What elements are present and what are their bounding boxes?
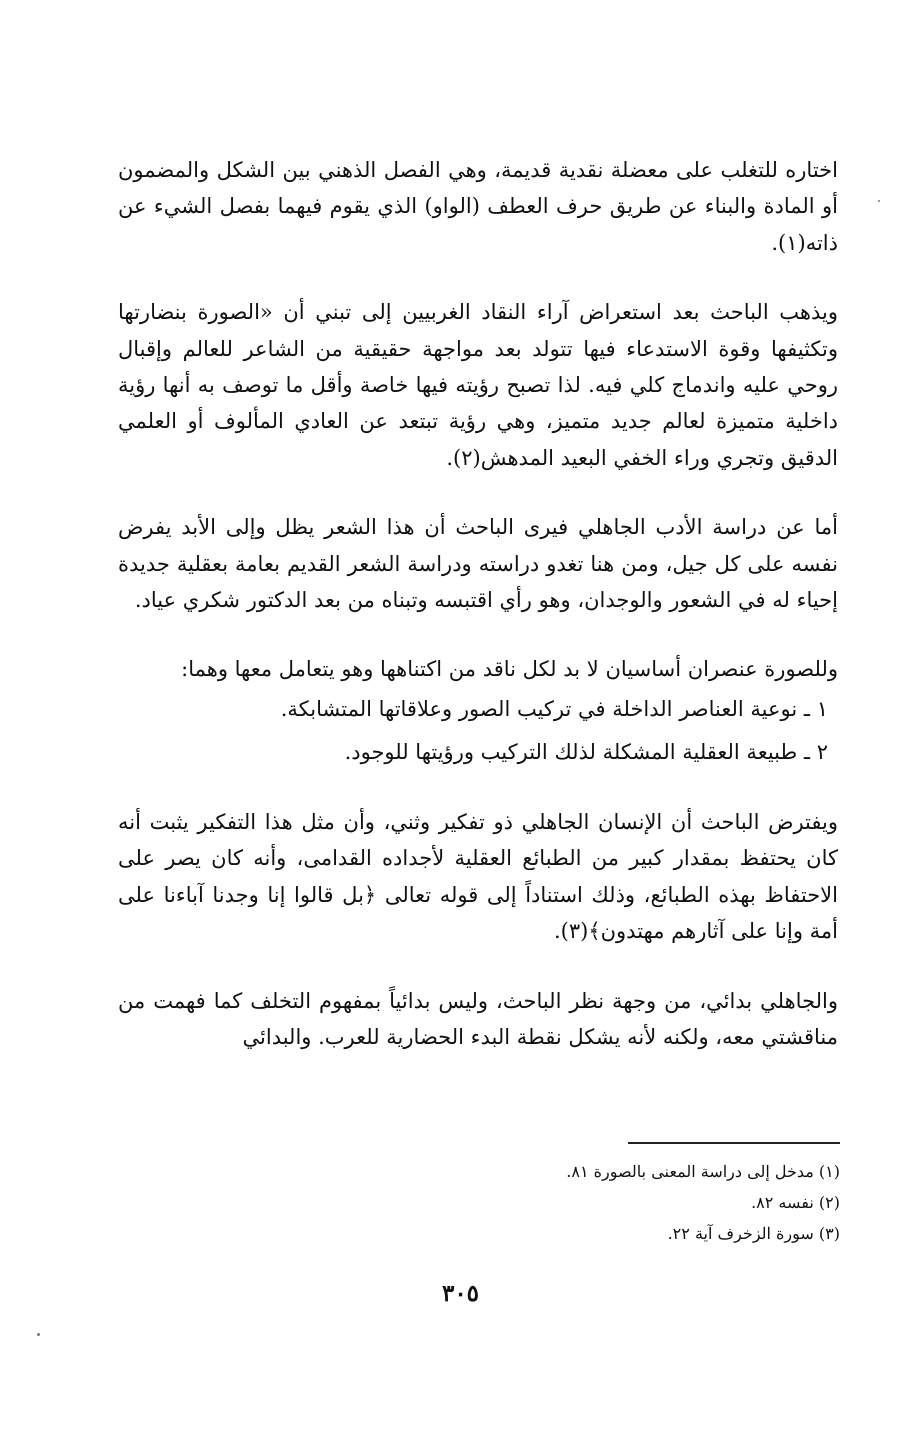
footnote-separator [628, 1142, 840, 1144]
main-text [118, 152, 838, 1055]
paragraph-3: أما عن دراسة الأدب الجاهلي فيرى الباحث أن هذا الشعر يظل وإلى الأبد يفرض نفسه على كل جيل، ومن هنا تغدو دراسته ودراسة الشعر القديم بعامة بعقلية جديدة إحياء له في الشعور والوجدان، وهو رأي اقتبسه وتبناه من بعد الدكتور شكري عياد. [118, 515, 838, 613]
paragraph-5: ويفترض الباحث أن الإنسان الجاهلي ذو تفكير وثني، وأن مثل هذا التفكير يثبت أنه كان يحتفظ بمقدار كبير من الطبائع العقلية لأجداده القدامى، وأنه كان يصر على الاحتفاظ بهذه الطبائع، وذلك استناداً إلى قوله تعالى ﴿بل قالوا إنا وجدنا آباءنا على أمة وإنا على آثارهم مهتدون﴾(٣). [118, 809, 838, 944]
list-item-2: ٢ ـ طبيعة العقلية المشكلة لذلك التركيب ورؤيتها للوجود. [344, 739, 828, 764]
footnote-3: (٣) سورة الزخرف آية ٢٢. [667, 1224, 840, 1243]
scan-speck [878, 200, 880, 202]
paragraph-1: اختاره للتغلب على معضلة نقدية قديمة، وهي الفصل الذهني بين الشكل والمضمون أو المادة والبناء عن طريق حرف العطف (الواو) الذي يقوم فيهما بفصل الشيء عن ذاته(١). [118, 158, 838, 255]
paragraph-4: وللصورة عنصران أساسيان لا بد لكل ناقد من اكتناهها وهو يتعامل معها وهما: [181, 657, 838, 682]
paragraph-6: والجاهلي بدائي، من وجهة نظر الباحث، وليس بدائياً بمفهوم التخلف كما فهمت من مناقشتي معه، ولكنه لأنه يشكل نقطة البدء الحضارية للعرب. والبدائي [118, 988, 838, 1049]
footnote-1: (١) مدخل إلى دراسة المعنى بالصورة ٨١. [566, 1162, 840, 1181]
footnotes [430, 1156, 840, 1249]
scan-speck [37, 1333, 40, 1336]
paragraph-2: ويذهب الباحث بعد استعراض آراء النقاد الغربيين إلى تبني أن «الصورة بنضارتها وتكثيفها وقوة الاستدعاء فيها تتولد بعد مواجهة حقيقية من الشاعر للعالم وإقبال روحي عليه واندماج كلي فيه. لذا تصبح رؤيته فيها خاصة وأقل ما توصف به أنها رؤية داخلية متميزة لعالم جديد متميز، وهي رؤية تبتعد عن العادي المألوف أو العلمي الدقيق وتجري وراء الخفي البعيد المدهش(٢). [118, 300, 838, 470]
page-number: ٣٠٥ [441, 1280, 480, 1307]
footnote-2: (٢) نفسه ٨٢. [751, 1193, 840, 1212]
list-item-1: ١ ـ نوعية العناصر الداخلة في تركيب الصور وعلاقاتها المتشابكة. [280, 696, 828, 721]
